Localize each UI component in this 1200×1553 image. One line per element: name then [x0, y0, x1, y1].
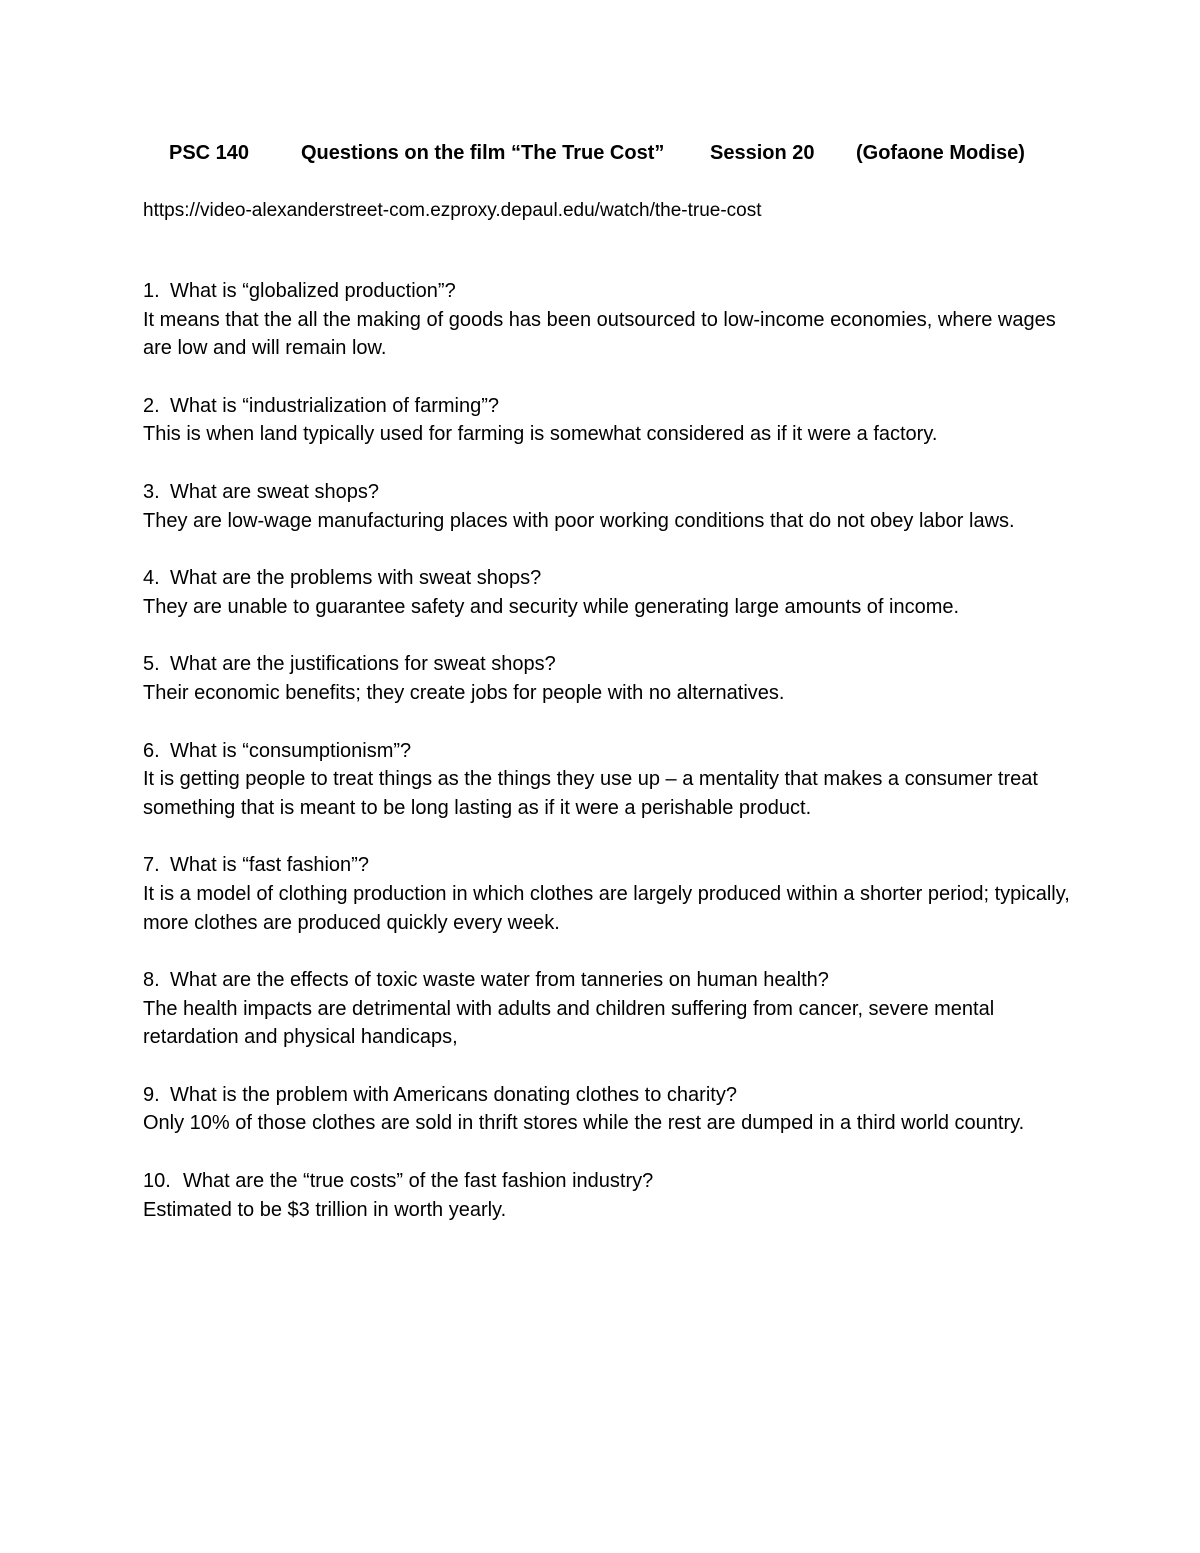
question-10	[143, 1167, 1073, 1196]
qa-item-8	[143, 966, 1073, 1052]
author-name: (Gofaone Modise)	[856, 142, 1025, 164]
question-number: 8.	[143, 969, 160, 992]
assignment-title: Questions on the film “The True Cost”	[301, 142, 665, 164]
question-number: 6.	[143, 739, 160, 762]
qa-item-2	[143, 392, 1073, 449]
question-4	[143, 564, 1073, 593]
question-text: What are the justifications for sweat shops?	[170, 653, 556, 676]
question-3	[143, 478, 1073, 507]
question-number: 1.	[143, 280, 160, 302]
question-text: What is the problem with Americans donating clothes to charity?	[170, 1083, 737, 1106]
question-number: 5.	[143, 653, 160, 676]
document-header	[169, 142, 1069, 172]
question-number: 9.	[143, 1083, 160, 1106]
question-5	[143, 650, 1073, 679]
question-9	[143, 1081, 1073, 1110]
question-list	[143, 277, 1073, 1253]
question-text: What is “fast fashion”?	[170, 854, 369, 877]
answer-10: Estimated to be $3 trillion in worth yearly.	[143, 1198, 507, 1221]
qa-item-3	[143, 478, 1073, 535]
qa-item-10	[143, 1167, 1073, 1224]
question-text: What is “consumptionism”?	[170, 739, 412, 762]
question-text: What are the problems with sweat shops?	[170, 567, 542, 590]
question-number: 2.	[143, 394, 160, 417]
answer-3: They are low-wage manufacturing places with poor working conditions that do not obey labor laws.	[143, 509, 1015, 532]
qa-item-1	[143, 277, 1073, 363]
qa-item-7	[143, 851, 1073, 937]
qa-item-9	[143, 1081, 1073, 1138]
answer-8: The health impacts are detrimental with adults and children suffering from cancer, severe mental retardation and physical handicaps,	[143, 997, 995, 1049]
question-8	[143, 966, 1073, 995]
answer-5: Their economic benefits; they create jobs for people with no alternatives.	[143, 681, 785, 704]
answer-7: It is a model of clothing production in which clothes are largely produced within a shorter period; typically, more clothes are produced quickly every week.	[143, 882, 1070, 934]
answer-4: They are unable to guarantee safety and security while generating large amounts of income.	[143, 595, 960, 618]
question-text: What are sweat shops?	[170, 480, 379, 503]
question-1	[143, 277, 1073, 306]
qa-item-4	[143, 564, 1073, 621]
question-text: What are the effects of toxic waste water from tanneries on human health?	[170, 969, 829, 992]
answer-6: It is getting people to treat things as the things they use up – a mentality that makes a consumer treat something that is meant to be long lasting as if it were a perishable product.	[143, 768, 1038, 819]
qa-item-6	[143, 737, 1073, 823]
course-code: PSC 140	[169, 142, 250, 164]
question-7	[143, 851, 1073, 880]
qa-item-5	[143, 650, 1073, 707]
question-text: What is “industrialization of farming”?	[170, 394, 500, 417]
answer-1: It means that the all the making of goods has been outsourced to low-income economies, where wages are low and will remain low.	[143, 308, 1056, 360]
question-6	[143, 737, 1073, 766]
question-text: What is “globalized production”?	[170, 280, 456, 302]
question-number: 7.	[143, 854, 160, 877]
film-url: https://video-alexanderstreet-com.ezproxy.depaul.edu/watch/the-true-cost	[143, 200, 762, 221]
question-number: 3.	[143, 480, 160, 503]
answer-9: Only 10% of those clothes are sold in thrift stores while the rest are dumped in a third world country.	[143, 1112, 1025, 1135]
session-label: Session 20	[710, 142, 815, 164]
question-number: 10.	[143, 1170, 171, 1193]
question-number: 4.	[143, 567, 160, 590]
question-text: What are the “true costs” of the fast fashion industry?	[183, 1170, 654, 1193]
question-2	[143, 392, 1073, 421]
answer-2: This is when land typically used for farming is somewhat considered as if it were a factory.	[143, 423, 938, 446]
